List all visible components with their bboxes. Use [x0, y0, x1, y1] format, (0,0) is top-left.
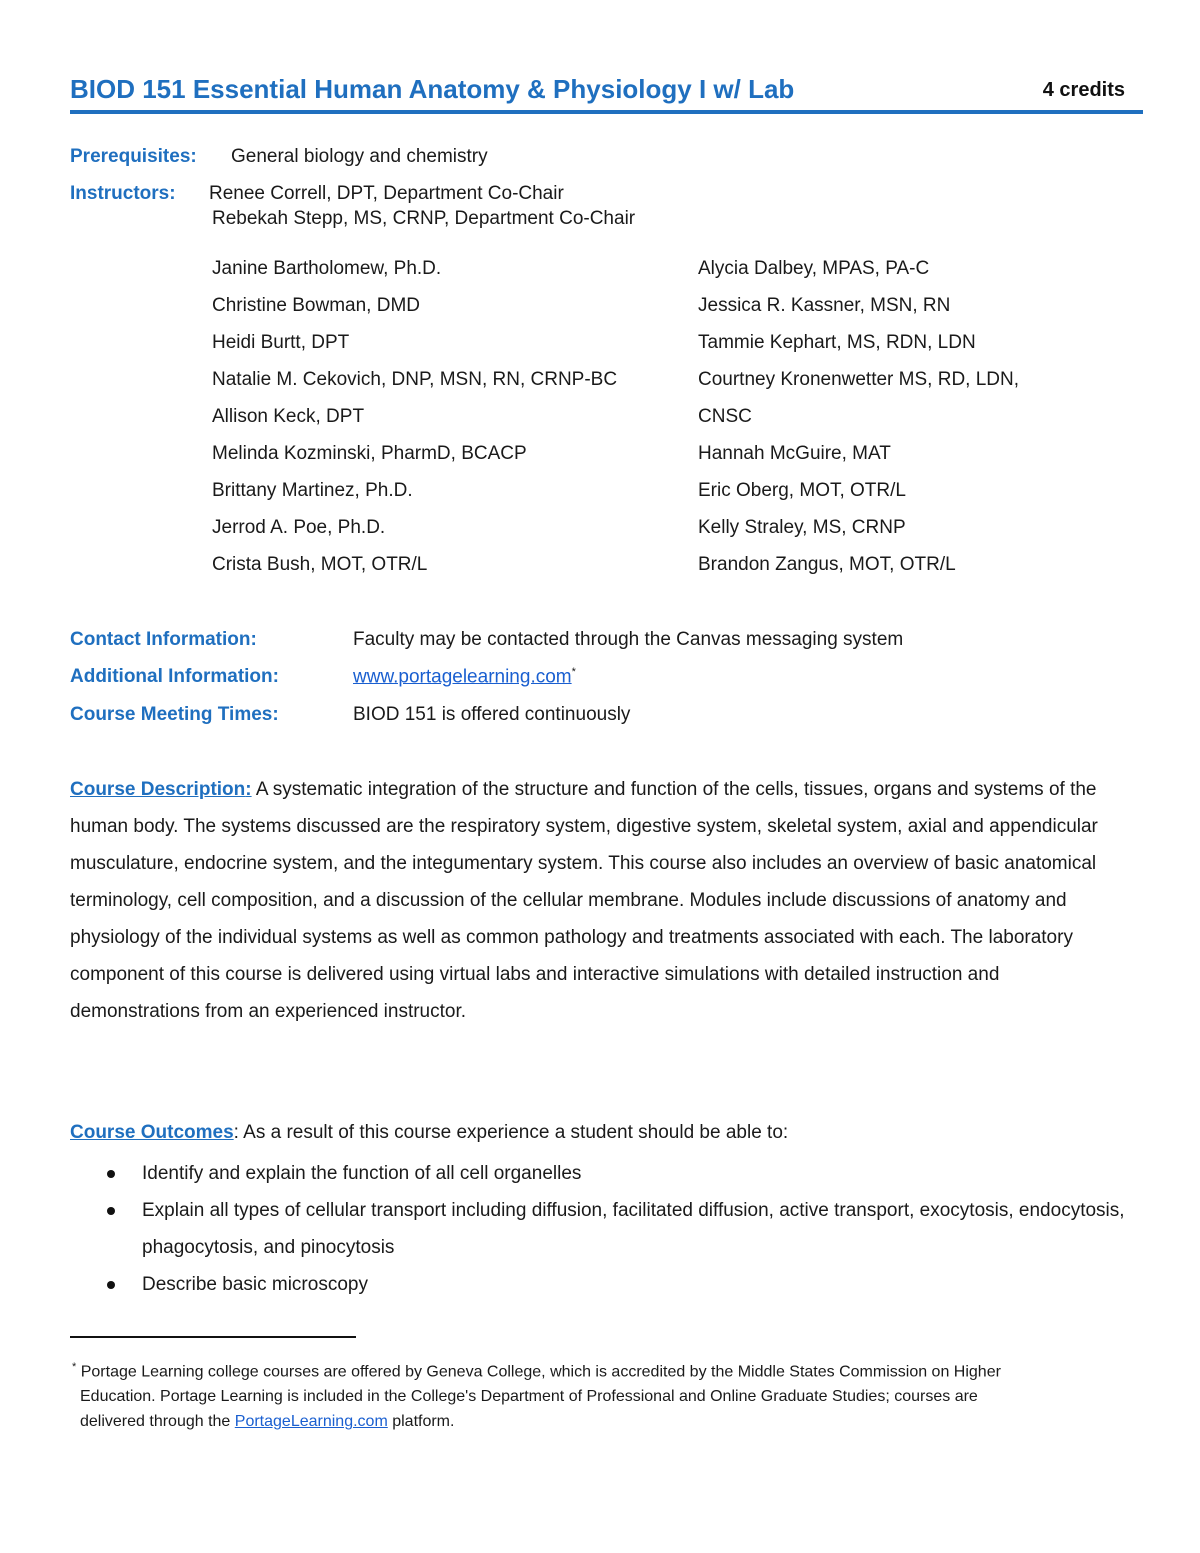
course-outcomes-heading: Course Outcomes: [70, 1122, 234, 1143]
instructor-chair-2: Rebekah Stepp, MS, CRNP, Department Co-Chair: [212, 208, 636, 229]
course-description: [70, 771, 1130, 1030]
instructor-name: Alycia Dalbey, MPAS, PA-C: [698, 258, 930, 279]
contact-value: Faculty may be contacted through the Canvas messaging system: [353, 629, 904, 650]
prerequisites-label: Prerequisites:: [70, 146, 197, 167]
instructor-name: Crista Bush, MOT, OTR/L: [212, 554, 428, 575]
footnote: [72, 1355, 1132, 1434]
instructors-column-left: [212, 256, 617, 589]
instructor-chair-1: Renee Correll, DPT, Department Co-Chair: [209, 183, 564, 204]
instructor-name: Allison Keck, DPT: [212, 406, 365, 427]
bullet-icon: [107, 1207, 115, 1215]
portage-website-link[interactable]: www.portagelearning.com: [353, 666, 572, 688]
outcomes-list: [70, 1155, 1130, 1303]
course-outcomes: [70, 1114, 1130, 1151]
course-outcomes-intro: : As a result of this course experience a student should be able to:: [233, 1122, 789, 1143]
footnote-marker: *: [571, 666, 576, 678]
meeting-times-value: BIOD 151 is offered continuously: [353, 704, 631, 725]
portage-platform-link[interactable]: PortageLearning.com: [234, 1413, 388, 1431]
outcome-text: Identify and explain the function of all cell organelles: [142, 1163, 582, 1184]
instructor-name: CNSC: [698, 406, 752, 427]
footnote-text: platform.: [387, 1413, 455, 1431]
course-description-heading: Course Description: [70, 779, 246, 800]
course-description-text: A systematic integration of the structure and function of the cells, tissues, organs and systems of the human body. The systems discussed are the respiratory system, digestive system, skeletal system, axial and appendicular musculature, endocrine system, and the integumentary system. This course also includes an overview of basic anatomical terminology, cell composition, and a discussion of the cellular membrane. Modules include discussions of anatomy and physiology of the individual systems as well as common pathology and treatments associated with each. The laboratory component of this course is delivered using virtual labs and interactive simulations with detailed instruction and demonstrations from an experienced instructor.: [70, 779, 1098, 1022]
course-title: BIOD 151 Essential Human Anatomy & Physiology I w/ Lab: [70, 74, 795, 104]
instructor-name: Janine Bartholomew, Ph.D.: [212, 258, 442, 279]
instructor-name: Natalie M. Cekovich, DNP, MSN, RN, CRNP-BC: [212, 369, 618, 390]
instructors-column-right: [698, 256, 1019, 589]
footnote-asterisk: *: [72, 1361, 77, 1373]
outcome-text: Describe basic microscopy: [142, 1274, 368, 1295]
list-item: [70, 1155, 1130, 1192]
footnote-divider: [70, 1336, 356, 1338]
additional-info-label: Additional Information:: [70, 666, 279, 687]
additional-info-value: [353, 666, 576, 688]
instructor-name: Jerrod A. Poe, Ph.D.: [212, 517, 386, 538]
instructors-label: Instructors:: [70, 183, 176, 204]
instructor-name: Brandon Zangus, MOT, OTR/L: [698, 554, 956, 575]
bullet-icon: [107, 1281, 115, 1289]
instructor-name: Eric Oberg, MOT, OTR/L: [698, 480, 906, 501]
instructor-name: Courtney Kronenwetter MS, RD, LDN,: [698, 369, 1020, 390]
instructor-name: Hannah McGuire, MAT: [698, 443, 891, 464]
footnote-line-3: [72, 1409, 1132, 1434]
list-item: [70, 1192, 1130, 1266]
footnote-line-2: Education. Portage Learning is included in the College's Department of Professional and Online Graduate Studies; courses are: [80, 1388, 978, 1406]
instructor-name: Kelly Straley, MS, CRNP: [698, 517, 906, 538]
instructor-name: Brittany Martinez, Ph.D.: [212, 480, 413, 501]
instructor-name: Jessica R. Kassner, MSN, RN: [698, 295, 951, 316]
course-credits: 4 credits: [1042, 79, 1125, 101]
instructor-name: Melinda Kozminski, PharmD, BCACP: [212, 443, 527, 464]
bullet-icon: [107, 1170, 115, 1178]
contact-label: Contact Information:: [70, 629, 257, 650]
list-item: [70, 1266, 1130, 1303]
instructor-name: Tammie Kephart, MS, RDN, LDN: [698, 332, 976, 353]
instructor-name: Heidi Burtt, DPT: [212, 332, 350, 353]
prerequisites-value: General biology and chemistry: [231, 146, 488, 167]
meeting-times-label: Course Meeting Times:: [70, 704, 279, 725]
course-header: [70, 70, 1143, 114]
footnote-line-1: [72, 1355, 1132, 1384]
footnote-text: Portage Learning college courses are offered by Geneva College, which is accredited by the Middle States Commission on Higher: [76, 1363, 1001, 1381]
course-description-colon: :: [245, 779, 252, 800]
instructor-name: Christine Bowman, DMD: [212, 295, 420, 316]
footnote-text: delivered through the: [80, 1413, 235, 1431]
outcome-text: Explain all types of cellular transport including diffusion, facilitated diffusion, active transport, exocytosis, endocytosis, phagocytosis, and pinocytosis: [142, 1200, 1125, 1258]
